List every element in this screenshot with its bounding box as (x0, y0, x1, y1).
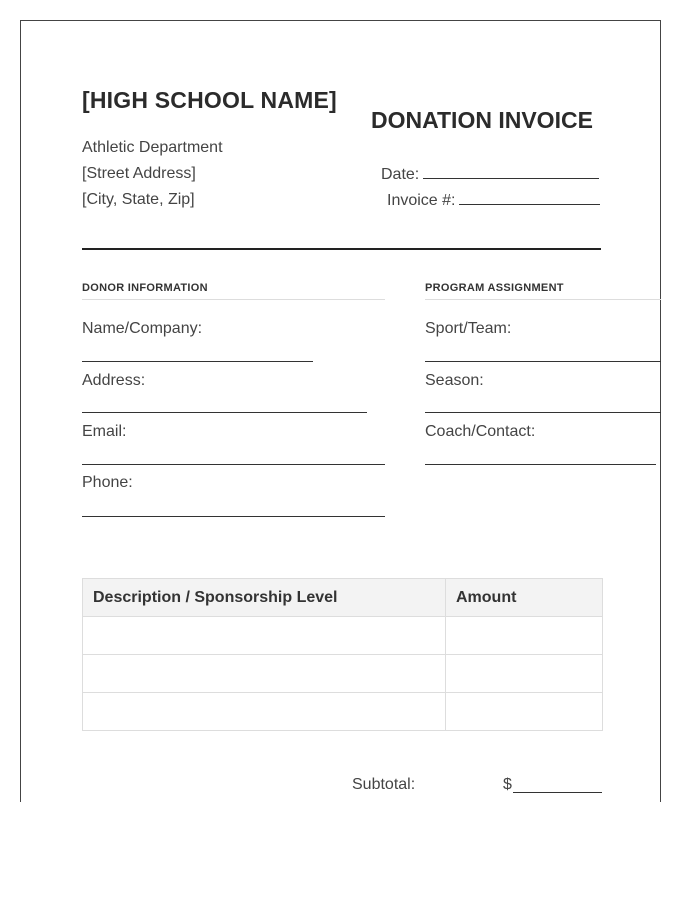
table-row (83, 617, 603, 655)
amount-cell[interactable] (446, 655, 603, 693)
school-name: [HIGH SCHOOL NAME] (82, 87, 337, 113)
subtotal-input-line[interactable] (513, 792, 602, 793)
program-section-title: PROGRAM ASSIGNMENT (425, 282, 564, 294)
description-column-header: Description / Sponsorship Level (83, 579, 446, 617)
invoice-page (20, 20, 661, 802)
line-items-table (82, 578, 603, 731)
program-section-rule (425, 299, 661, 300)
invoice-number-label: Invoice #: (387, 192, 456, 209)
description-cell[interactable] (83, 693, 446, 731)
donor-section-rule (82, 299, 385, 300)
amount-cell[interactable] (446, 617, 603, 655)
street-address: [Street Address] (82, 165, 196, 182)
season-label: Season: (425, 372, 484, 389)
header-divider (82, 248, 601, 250)
amount-column-header: Amount (446, 579, 603, 617)
date-field[interactable] (381, 163, 599, 184)
donor-name-label: Name/Company: (82, 320, 203, 337)
table-row (83, 693, 603, 731)
amount-cell[interactable] (446, 693, 603, 731)
city-state-zip: [City, State, Zip] (82, 191, 195, 208)
donor-email-label: Email: (82, 423, 127, 440)
invoice-title: DONATION INVOICE (371, 107, 593, 133)
subtotal-label: Subtotal: (352, 776, 416, 793)
donor-phone-label: Phone: (82, 474, 133, 491)
season-input-line[interactable] (425, 412, 661, 413)
donor-name-input-line[interactable] (82, 361, 313, 362)
donor-phone-input-line[interactable] (82, 516, 385, 517)
department-name: Athletic Department (82, 139, 223, 156)
description-cell[interactable] (83, 655, 446, 693)
coach-contact-input-line[interactable] (425, 464, 656, 465)
date-input-line[interactable] (423, 163, 599, 179)
sport-team-label: Sport/Team: (425, 320, 512, 337)
invoice-number-field[interactable] (387, 189, 600, 210)
donor-address-label: Address: (82, 372, 146, 389)
donor-address-input-line[interactable] (82, 412, 367, 413)
description-cell[interactable] (83, 617, 446, 655)
invoice-number-input-line[interactable] (459, 189, 600, 205)
sport-team-input-line[interactable] (425, 361, 661, 362)
coach-contact-label: Coach/Contact: (425, 423, 536, 440)
subtotal-currency: $ (503, 776, 512, 793)
donor-section-title: DONOR INFORMATION (82, 282, 208, 294)
date-label: Date: (381, 166, 420, 183)
donor-email-input-line[interactable] (82, 464, 385, 465)
table-row (83, 655, 603, 693)
table-header-row (83, 579, 603, 617)
